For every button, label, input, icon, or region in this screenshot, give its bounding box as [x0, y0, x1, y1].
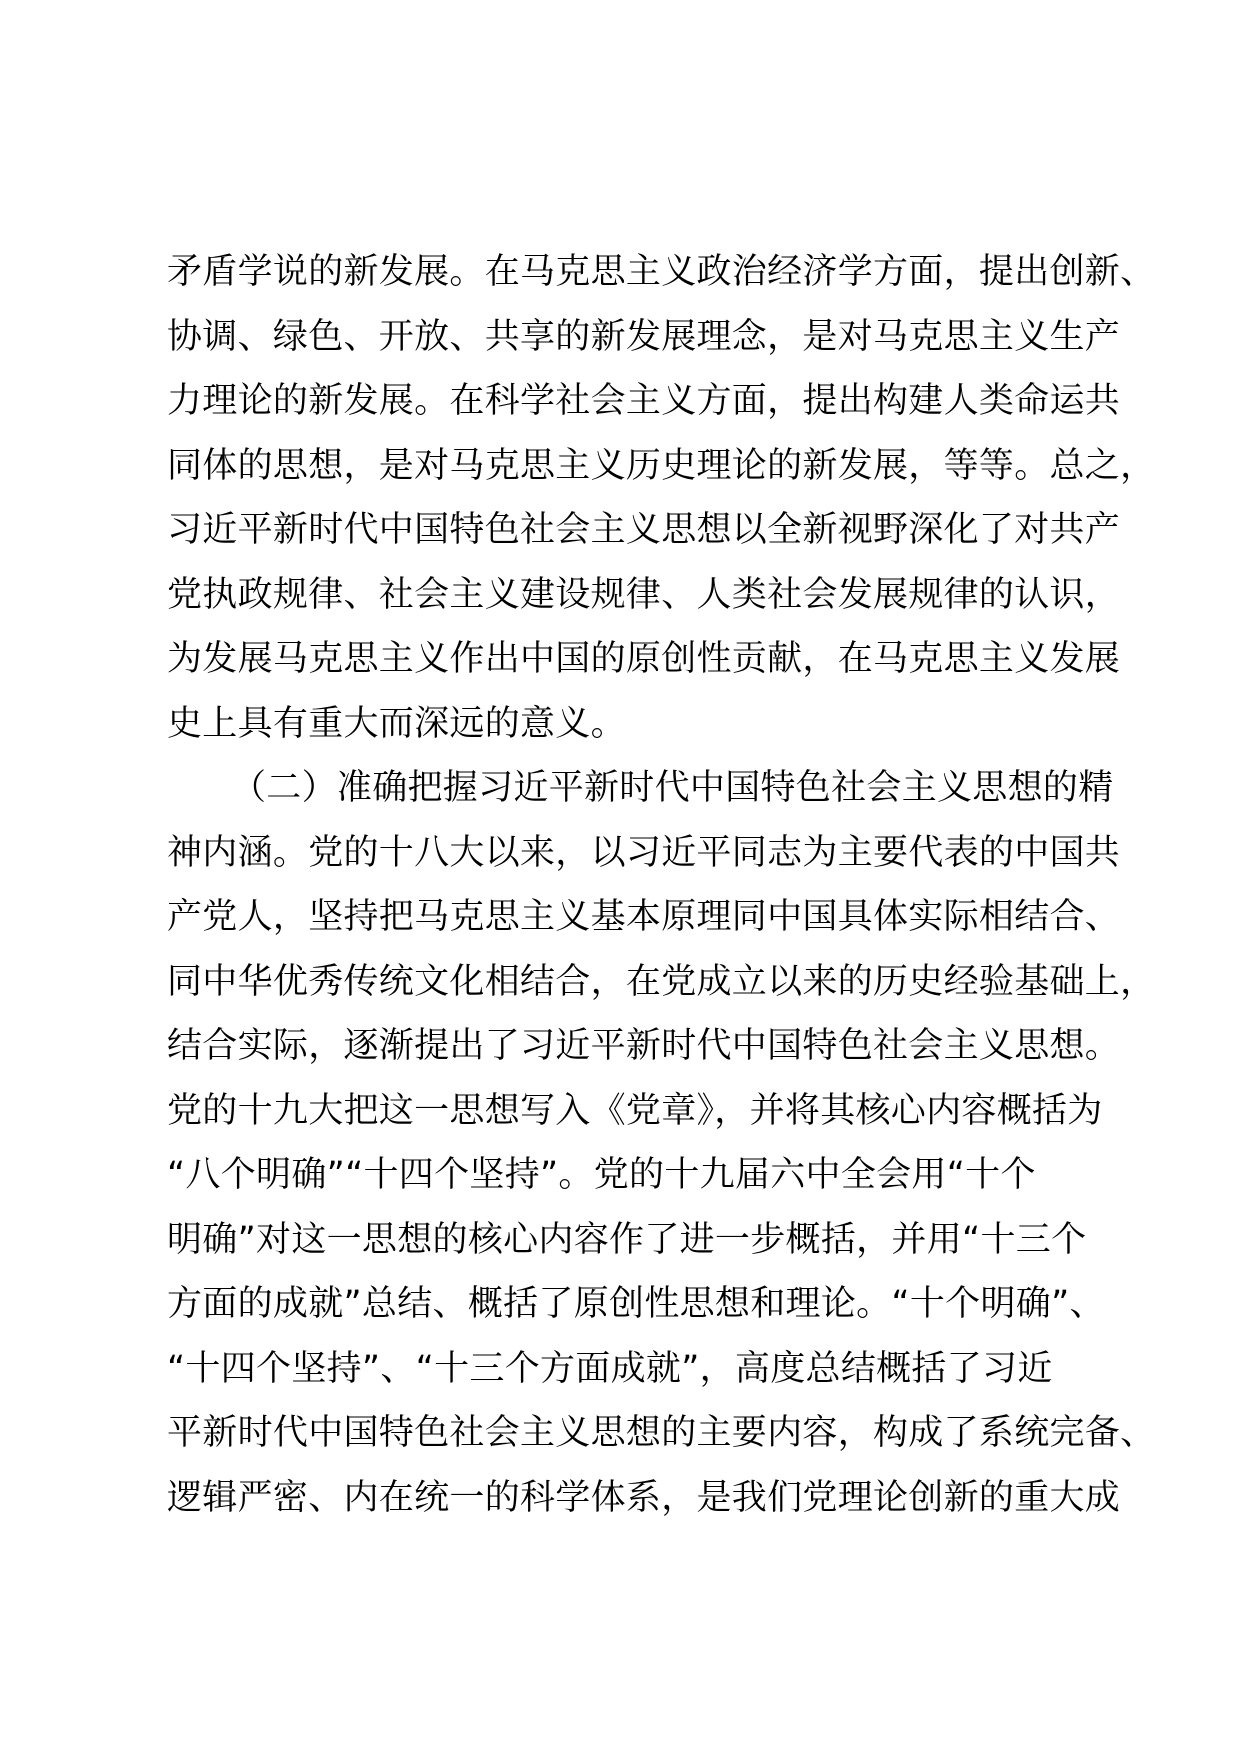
text-line: 平新时代中国特色社会主义思想的主要内容，构成了系统完备、 — [167, 1413, 1156, 1453]
text-line: 结合实际，逐渐提出了习近平新时代中国特色社会主义思想。 — [167, 1026, 1121, 1066]
text-line: “八个明确”“十四个坚持”。党的十九届六中全会用“十个 — [167, 1155, 1036, 1195]
body-text — [167, 240, 1156, 1530]
text-line: 党的十九大把这一思想写入《党章》，并将其核心内容概括为 — [167, 1090, 1103, 1131]
text-line: 力理论的新发展。在科学社会主义方面，提出构建人类命运共 — [167, 381, 1121, 421]
section-heading-line: （二）准确把握习近平新时代中国特色社会主义思想的精 — [231, 768, 1114, 808]
text-line: 为发展马克思主义作出中国的原创性贡献，在马克思主义发展 — [167, 639, 1121, 679]
text-line: 习近平新时代中国特色社会主义思想以全新视野深化了对共产 — [167, 510, 1121, 550]
text-line: “十四个坚持”、“十三个方面成就”，高度总结概括了习近 — [167, 1348, 1053, 1389]
text-line: 同中华优秀传统文化相结合，在党成立以来的历史经验基础上， — [167, 961, 1156, 1002]
text-line: 方面的成就”总结、概括了原创性思想和理论。“十个明确”、 — [167, 1284, 1105, 1324]
text-line: 协调、绿色、开放、共享的新发展理念，是对马克思主义生产 — [167, 316, 1121, 357]
text-line: 明确”对这一思想的核心内容作了进一步概括，并用“十三个 — [167, 1219, 1087, 1260]
text-line: 矛盾学说的新发展。在马克思主义政治经济学方面，提出创新、 — [167, 252, 1156, 292]
text-line: 同体的思想，是对马克思主义历史理论的新发展，等等。总之， — [167, 445, 1156, 486]
text-line: 产党人，坚持把马克思主义基本原理同中国具体实际相结合、 — [167, 897, 1121, 937]
text-line: 逻辑严密、内在统一的科学体系，是我们党理论创新的重大成 — [167, 1477, 1121, 1518]
text-line: 神内涵。党的十八大以来，以习近平同志为主要代表的中国共 — [167, 832, 1121, 873]
text-line: 史上具有重大而深远的意义。 — [167, 703, 626, 744]
text-line: 党执政规律、社会主义建设规律、人类社会发展规律的认识， — [167, 574, 1121, 615]
